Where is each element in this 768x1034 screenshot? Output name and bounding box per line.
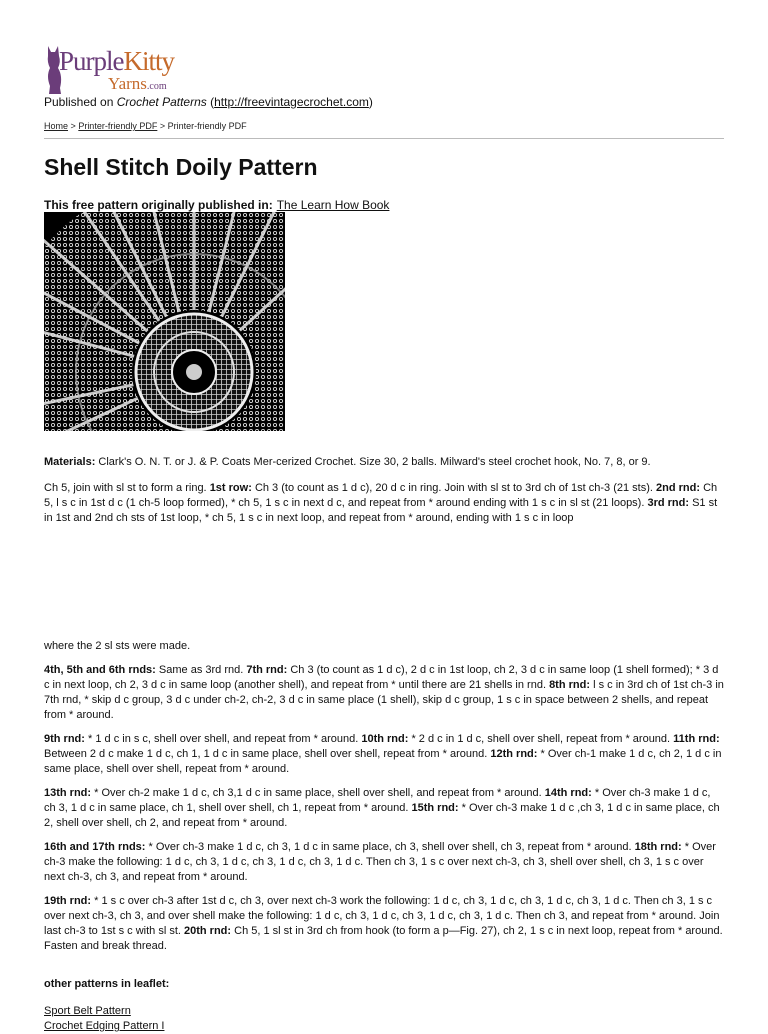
instructions-rows-1-3 xyxy=(44,481,724,526)
source-book-link[interactable]: The Learn How Book xyxy=(276,198,390,212)
row-text: Ch 3 (to count as 1 d c), 2 d c in 1st loop, ch 2, 3 d c in same loop (1 shell formed); * 3 d c in next loop, ch 2, 3 d c in same loop (another shell), and repeat from * until there are 21 shells in rnd. xyxy=(44,664,719,691)
row-label: 9th rnd: xyxy=(44,733,85,745)
row-label: 14th rnd: xyxy=(544,787,592,799)
materials-paragraph xyxy=(44,455,724,470)
row-label: 13th rnd: xyxy=(44,787,92,799)
row-text: Ch 5, 1 sl st in 3rd ch from hook (to form a p—Fig. 27), ch 2, 1 s c in next loop, repeat from * around. Fasten and break thread. xyxy=(44,925,723,952)
row-label: 12th rnd: xyxy=(490,748,538,760)
materials-text: Clark's O. N. T. or J. & P. Coats Mer-cerized Crochet. Size 30, 2 balls. Milward's steel crochet hook, No. 7, 8, or 9. xyxy=(98,456,651,468)
breadcrumb xyxy=(44,121,247,131)
intro-text: Ch 5, join with sl st to form a ring. xyxy=(44,482,207,494)
paren-close: ) xyxy=(368,95,373,109)
row-label: 8th rnd: xyxy=(549,679,591,691)
source-line xyxy=(44,198,389,212)
row-text: * Over ch-3 make 1 d c, ch 3, 1 d c in same place, ch 1, shell over shell, ch 1, repeat from * around. xyxy=(44,787,711,814)
row-label: 11th rnd: xyxy=(673,733,720,745)
row-label: 1st row: xyxy=(209,482,252,494)
logo-wordmark-top: PurpleKitty xyxy=(59,46,175,76)
source-label: This free pattern originally published in: xyxy=(44,198,273,212)
breadcrumb-home[interactable]: Home xyxy=(44,121,69,131)
row-text: Same as 3rd rnd. xyxy=(158,664,244,676)
row-text: * Over ch-3 make the following: 1 d c, ch 3, 1 d c, ch 3, 1 d c, ch 3, 1 d c. Then ch 3, 1 s c over next ch-3, ch 3, shell over shell, ch 3, 1 s c over next ch-3, ch 3, and repeat from * around. xyxy=(44,841,716,883)
logo-wordmark-bottom: Yarns.com xyxy=(108,74,167,93)
row-label: 20th rnd: xyxy=(184,925,232,937)
row-text: Between 2 d c make 1 d c, ch 1, 1 d c in same place, shell over shell, repeat from * around. xyxy=(44,748,488,760)
instructions-row-3-continued xyxy=(44,639,724,654)
instructions-rows-13-15 xyxy=(44,786,724,831)
other-patterns-heading: other patterns in leaflet: xyxy=(44,978,170,990)
breadcrumb-separator: > xyxy=(159,121,166,131)
row-label: 18th rnd: xyxy=(634,841,682,853)
row-text: * Over ch-3 make 1 d c ,ch 3, 1 d c in same place, ch 2, shell over shell, ch 2, and repeat from * around. xyxy=(44,802,720,829)
row-text: Ch 5, l s c in 1st d c (1 ch-5 loop formed), * ch 5, 1 s c in next d c, and repeat from * around ending with 1 s c in sl st (21 loops). xyxy=(44,482,718,509)
site-url-link[interactable]: http://freevintagecrochet.com xyxy=(214,95,369,109)
row-text: S1 st in 1st and 2nd ch sts of 1st loop, * ch 5, 1 s c in next loop, and repeat from * around, ending with 1 s c in loop xyxy=(44,497,718,524)
breadcrumb-printer-pdf[interactable]: Printer-friendly PDF xyxy=(78,121,158,131)
header-divider xyxy=(44,138,724,139)
instructions-rows-19-20 xyxy=(44,894,724,954)
row-label: 10th rnd: xyxy=(361,733,409,745)
row-label: 19th rnd: xyxy=(44,895,92,907)
site-name: Crochet Patterns xyxy=(116,95,207,109)
paren-open: ( xyxy=(210,95,215,109)
row-label: 3rd rnd: xyxy=(647,497,690,509)
breadcrumb-separator: > xyxy=(70,121,76,131)
instructions-rows-16-18 xyxy=(44,840,724,885)
row-label: 4th, 5th and 6th rnds: xyxy=(44,664,156,676)
doily-image xyxy=(44,212,285,431)
published-prefix: Published on xyxy=(44,95,114,109)
row-label: 7th rnd: xyxy=(246,664,288,676)
row-text: Ch 3 (to count as 1 d c), 20 d c in ring. Join with sl st to 3rd ch of 1st ch-3 (21 sts). xyxy=(254,482,653,494)
row-text: l s c in 3rd ch of 1st ch-3 in 7th rnd, * skip d c group, 3 d c under ch-2, ch-2, 3 d c in same place (1 shell), skip d c group, 1 s c in space between 2 shells, and repeat from * around. xyxy=(44,679,724,721)
row-text: * 1 d c in s c, shell over shell, and repeat from * around. xyxy=(88,733,359,745)
materials-label: Materials: xyxy=(44,456,96,468)
breadcrumb-current: Printer-friendly PDF xyxy=(167,121,247,131)
row-text: * 2 d c in 1 d c, shell over shell, repeat from * around. xyxy=(411,733,671,745)
site-logo[interactable] xyxy=(44,42,194,96)
row-text: * Over ch-3 make 1 d c, ch 3, 1 d c in same place, ch 3, shell over shell, ch 3, repeat from * around. xyxy=(148,841,632,853)
row-text: * Over ch-2 make 1 d c, ch 3,1 d c in same place, shell over shell, and repeat from * around. xyxy=(94,787,542,799)
row-text: * Over ch-1 make 1 d c, ch 2, 1 d c in same place, shell over shell, repeat from * around. xyxy=(44,748,722,775)
row-text: * 1 s c over ch-3 after 1st d c, ch 3, over next ch-3 work the following: 1 d c, ch 3, 1 d c, ch 3, 1 d c, ch 3, 1 d c. Then ch 3, 1 s c over next ch-3, ch 3, and over shell make the following: 1 d c, ch 3, 1 d c, ch 3, 1 d c, ch 3, 1 d c. Then ch 3, and repeat from * around. Join last ch-3 to 1st s c with sl st. xyxy=(44,895,720,937)
other-pattern-link[interactable]: Crochet Edging Pattern I xyxy=(44,1020,165,1032)
row-label: 15th rnd: xyxy=(411,802,459,814)
row-label: 2nd rnd: xyxy=(656,482,701,494)
page-title: Shell Stitch Doily Pattern xyxy=(44,154,318,180)
other-patterns-list xyxy=(44,1004,724,1034)
published-line xyxy=(44,95,373,109)
other-pattern-link[interactable]: Sport Belt Pattern xyxy=(44,1005,131,1017)
instructions-rows-4-8 xyxy=(44,663,724,723)
instructions-rows-9-12 xyxy=(44,732,724,777)
doily-photo xyxy=(44,212,285,431)
row-text: where the 2 sl sts were made. xyxy=(44,640,191,652)
row-label: 16th and 17th rnds: xyxy=(44,841,146,853)
